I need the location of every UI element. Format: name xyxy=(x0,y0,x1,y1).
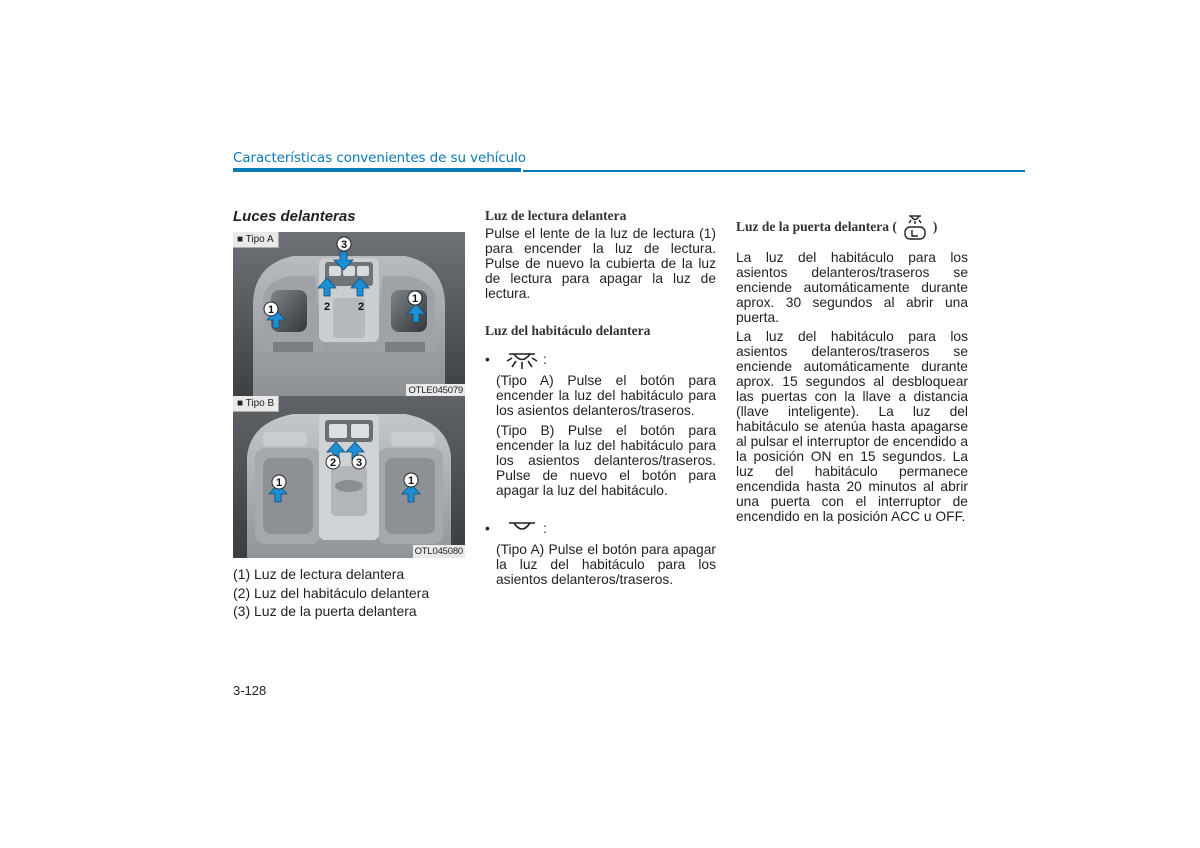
bullet-mark: • xyxy=(485,520,490,536)
overhead-console-type-a-illustration xyxy=(233,232,465,397)
door-light-title xyxy=(736,212,968,242)
figure-type-b xyxy=(233,396,465,558)
figure-captions xyxy=(233,565,429,621)
room-light-off-type-a: (Tipo A) Pulse el botón para apagar la luz del habitáculo para los asientos delanteros/traseros. xyxy=(496,542,716,587)
figure-code: OTL045080 xyxy=(414,546,463,557)
figure-tag: ■ Tipo A xyxy=(233,232,279,248)
door-light-title-text: Luz de la puerta delantera ( xyxy=(736,219,897,234)
colon: : xyxy=(543,520,547,536)
svg-text:1: 1 xyxy=(275,477,283,489)
room-light-on-type-b: (Tipo B) Pulse el botón para encender la luz del habitáculo para los asientos delanteros/traseros. Pulse de nuevo el botón para apagar la luz del habitáculo. xyxy=(496,423,716,498)
room-light-on-icon xyxy=(505,348,539,370)
door-light-icon xyxy=(900,212,930,242)
column-reading-and-room-light xyxy=(485,208,716,587)
reading-light-text: Pulse el lente de la luz de lectura (1) para encender la luz de lectura. Pulse de nuevo la cubierta de la luz de lectura para apagar la luz de lectura. xyxy=(485,226,716,301)
bullet-room-light-on xyxy=(485,347,716,371)
door-light-text-2: La luz del habitáculo para los asientos delanteros/traseros se enciende automáticamente durante aprox. 15 segundos al desbloquear las puertas con la llave a distancia (llave inteligente). La luz del habitáculo se atenúa hasta apagarse al pulsar el interruptor de encendido a la posición ON en 15 segundos. La luz del habitáculo permanece encendida hasta 20 minutos al abrir una puerta con el interruptor de encendido en la posición ACC u OFF. xyxy=(736,329,968,524)
column-door-light xyxy=(736,212,968,524)
svg-text:2: 2 xyxy=(323,301,331,313)
figure-code: OTLE045079 xyxy=(408,385,463,396)
header-rule-thin xyxy=(523,170,1025,172)
caption-item: (1) Luz de lectura delantera xyxy=(233,566,405,582)
colon: : xyxy=(543,351,547,367)
overhead-console-type-b-illustration xyxy=(233,396,465,558)
room-light-title: Luz del habitáculo delantera xyxy=(485,323,651,338)
figure-tag: ■ Tipo B xyxy=(233,396,279,412)
door-light-text-1: La luz del habitáculo para los asientos delanteros/traseros se enciende automáticamente durante aprox. 30 segundos al abrir una puerta. xyxy=(736,250,968,325)
header-title: Características convenientes de su vehículo xyxy=(233,150,526,166)
svg-text:1: 1 xyxy=(407,475,415,487)
bullet-room-light-off xyxy=(485,516,716,540)
page-number: 3-128 xyxy=(233,683,267,698)
svg-text:1: 1 xyxy=(267,304,275,316)
header-rule-thick xyxy=(233,168,521,172)
room-light-on-type-a: (Tipo A) Pulse el botón para encender la luz del habitáculo para los asientos delanteros/traseros. xyxy=(496,373,716,418)
section-title: Luces delanteras xyxy=(233,208,356,225)
room-light-off-icon xyxy=(505,518,539,538)
svg-text:1: 1 xyxy=(411,293,419,305)
caption-item: (3) Luz de la puerta delantera xyxy=(233,603,417,619)
door-light-title-close: ) xyxy=(932,219,938,234)
svg-text:3: 3 xyxy=(340,239,348,251)
svg-text:2: 2 xyxy=(357,301,365,313)
reading-light-title: Luz de lectura delantera xyxy=(485,208,627,223)
svg-text:2: 2 xyxy=(329,457,337,469)
figure-type-a xyxy=(233,232,465,397)
bullet-mark: • xyxy=(485,351,490,367)
caption-item: (2) Luz del habitáculo delantera xyxy=(233,584,430,601)
svg-text:3: 3 xyxy=(355,457,363,469)
